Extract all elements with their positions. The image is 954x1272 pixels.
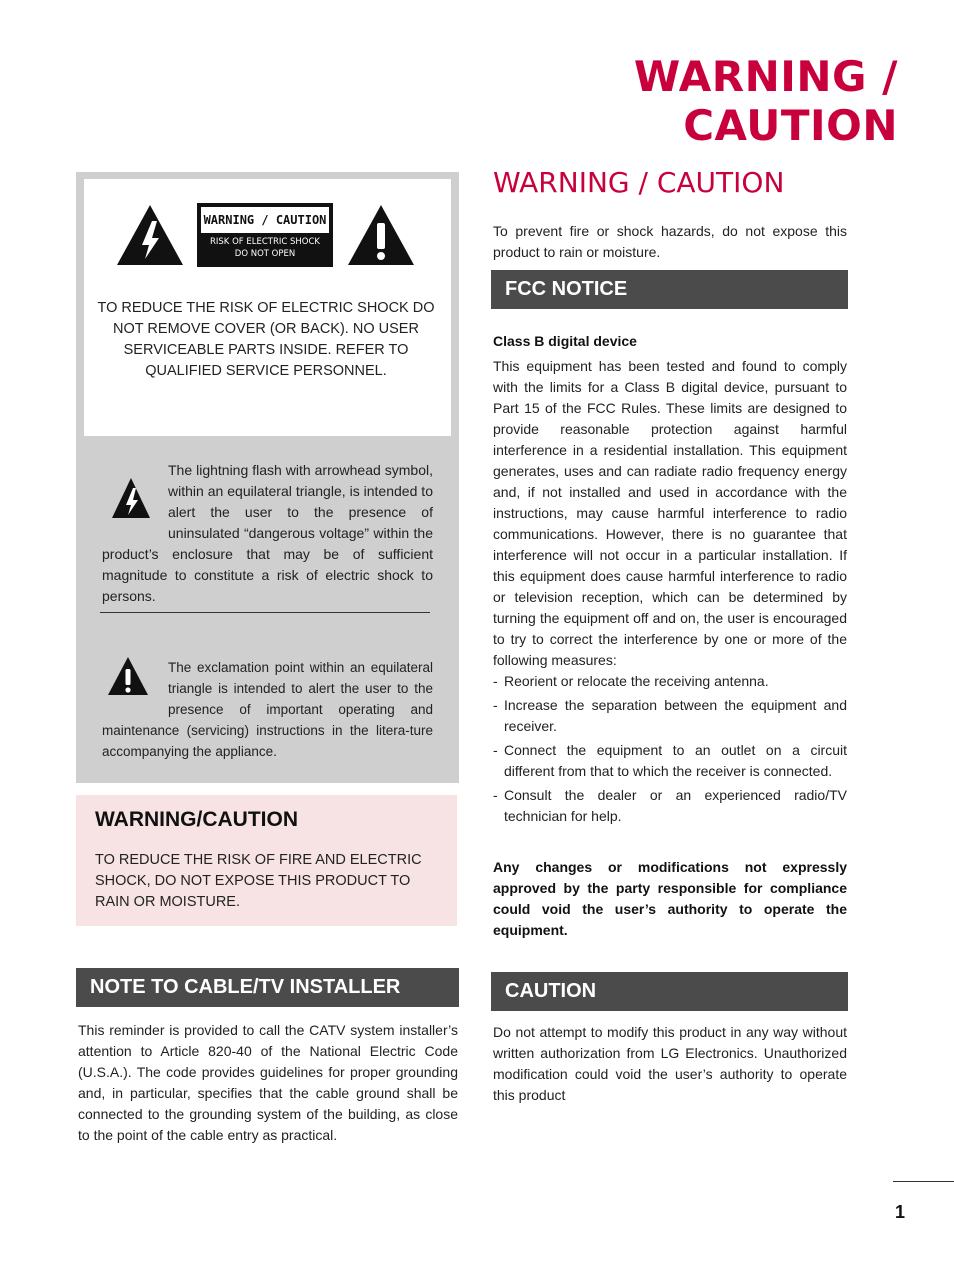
- warning-label-title: WARNING / CAUTION: [201, 207, 329, 233]
- intro-text: To prevent fire or shock hazards, do not expose this product to rain or moisture.: [493, 223, 847, 260]
- warning-box-title: WARNING/CAUTION: [95, 808, 298, 831]
- list-item: - Consult the dealer or an experienced radio/TV technician for help.: [493, 785, 847, 827]
- warning-label: [197, 203, 333, 267]
- electric-shock-warning: TO REDUCE THE RISK OF ELECTRIC SHOCK DO NOT REMOVE COVER (OR BACK). NO USER SERVICEABLE PARTS INSIDE. REFER TO QUALIFIED SERVICE PERSONNEL.: [97, 300, 435, 379]
- small-exclamation-triangle-icon: [102, 649, 160, 703]
- list-item: - Connect the equipment to an outlet on a circuit different from that to which the receiver is connected.: [493, 740, 847, 782]
- footer-rule: [893, 1181, 954, 1182]
- measures-list: [493, 671, 847, 830]
- warning-box-text: TO REDUCE THE RISK OF FIRE AND ELECTRIC SHOCK, DO NOT EXPOSE THIS PRODUCT TO RAIN OR MOISTURE.: [95, 852, 422, 910]
- list-item: - Reorient or relocate the receiving antenna.: [493, 671, 847, 692]
- warning-label-subtitle: [201, 236, 329, 260]
- page-title: WARNING / CAUTION: [633, 52, 898, 150]
- installer-heading: NOTE TO CABLE/TV INSTALLER: [76, 968, 459, 1007]
- divider: [100, 612, 430, 613]
- fcc-text: This equipment has been tested and found to comply with the limits for a Class B digital device, pursuant to Part 15 of the FCC Rules. These limits are designed to provide reasonable protection against harmful interference in a residential installation. This equipment generates, uses and can radiate radio frequency energy and, if not installed and used in accordance with the instructions, may cause harmful interference to radio communications. However, there is no guarantee that interference will not occur in a particular installation. If this equipment does cause harmful interference to radio or television reception, which can be determined by turning the equipment off and on, the user is encouraged to try to correct the interference by one or more of the following measures:: [493, 358, 847, 668]
- caution-text: Do not attempt to modify this product in any way without written authorization from LG Electronics. Unauthorized modification could void the user’s authority to operate this product: [493, 1024, 847, 1103]
- fcc-notice-heading: FCC NOTICE: [491, 270, 848, 309]
- list-item: - Increase the separation between the equipment and receiver.: [493, 695, 847, 737]
- caution-heading: CAUTION: [491, 972, 848, 1011]
- exclamation-triangle-icon: [346, 203, 416, 267]
- installer-text: This reminder is provided to call the CATV system installer’s attention to Article 820-40 of the National Electric Code (U.S.A.). The code provides guidelines for proper grounding and, in particular, specifies that the cable ground shall be connected to the grounding system of the building, as close to the point of the cable entry as practical.: [78, 1022, 458, 1143]
- label-line-1: RISK OF ELECTRIC SHOCK: [209, 237, 320, 247]
- lightning-triangle-icon: [115, 203, 185, 267]
- label-line-2: DO NOT OPEN: [234, 249, 296, 259]
- exclamation-explanation: [102, 657, 433, 762]
- lightning-text: The lightning flash with arrowhead symbol, within an equilateral triangle, is intended to alert the user to the presence of uninsulated “dangerous voltage” within the product’s enclosure that may be of sufficient magnitude to constitute a risk of electric shock to persons.: [102, 462, 433, 604]
- small-lightning-triangle-icon: [102, 470, 160, 524]
- warning-caution-heading: WARNING / CAUTION: [493, 166, 785, 199]
- page-number: 1: [894, 1202, 905, 1222]
- changes-warning: Any changes or modifications not expressly approved by the party responsible for compliance could void the user’s authority to operate the equipment.: [493, 859, 847, 938]
- class-b-label: Class B digital device: [493, 333, 637, 349]
- exclamation-text: The exclamation point within an equilateral triangle is intended to alert the user to the presence of important operating and maintenance (servicing) instructions in the litera-ture accompanying the appliance.: [102, 660, 433, 759]
- lightning-explanation: [102, 460, 433, 607]
